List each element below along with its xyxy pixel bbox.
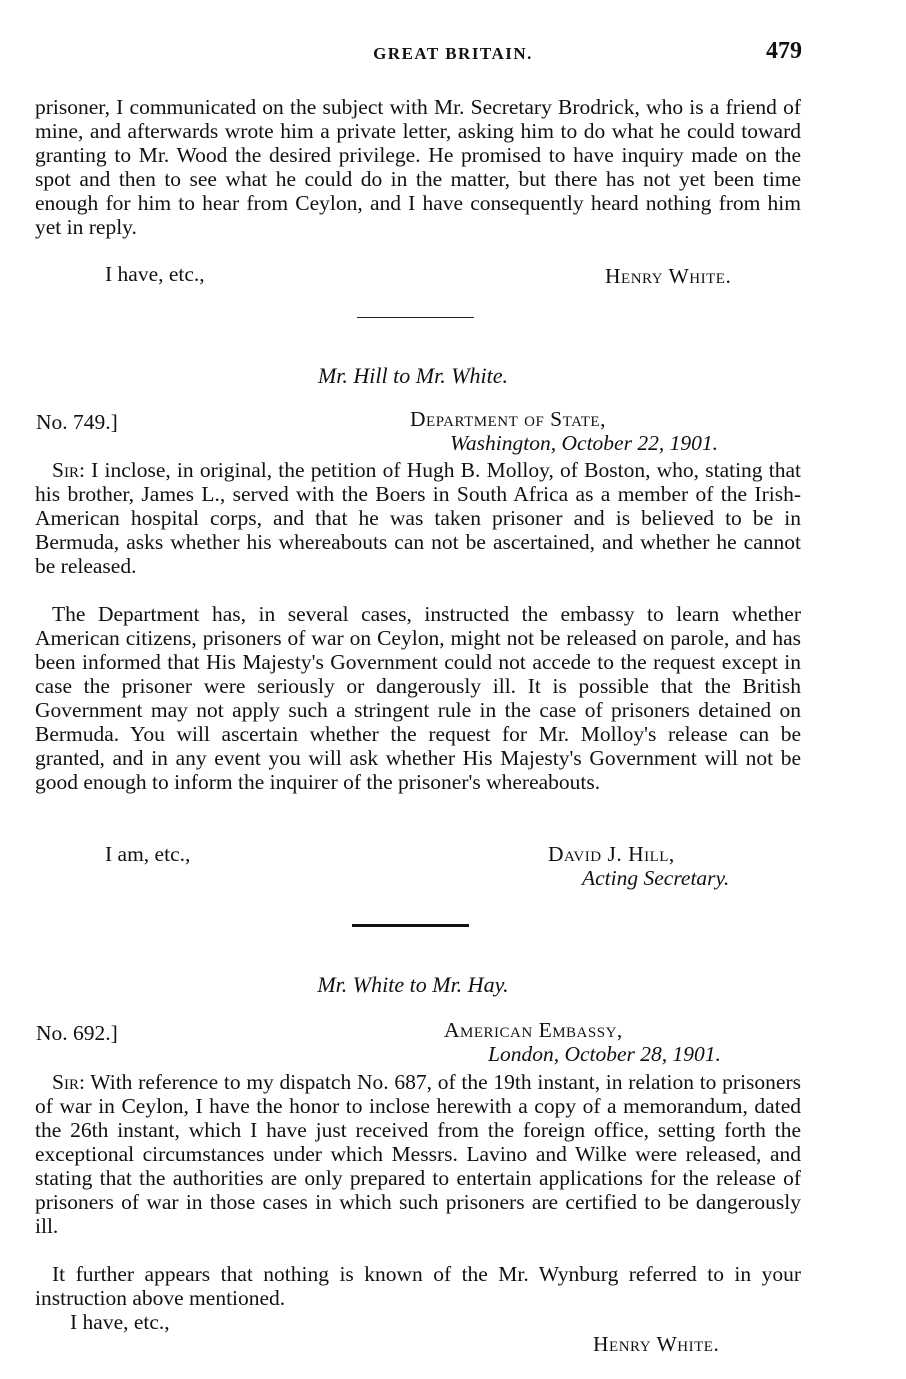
letter2-number: No. 749.]: [36, 410, 118, 434]
section-divider-2: [352, 924, 469, 927]
letter3-place-date: London, October 28, 1901.: [488, 1042, 721, 1066]
letter2-salutation: Sir:: [52, 458, 85, 482]
running-header-title: GREAT BRITAIN.: [373, 44, 533, 63]
letter1-closing: I have, etc.,: [105, 262, 205, 286]
letter3-salutation: Sir:: [52, 1070, 85, 1094]
letter3-number: No. 692.]: [36, 1021, 118, 1045]
letter3-heading: Mr. White to Mr. Hay.: [317, 972, 509, 997]
letter3-paragraph2: It further appears that nothing is known of the Mr. Wynburg referred to in your instruction above mentioned.: [35, 1262, 801, 1310]
letter2-closing: I am, etc.,: [105, 842, 191, 866]
letter2-signature-title: Acting Secretary.: [582, 866, 730, 890]
letter2-heading: Mr. Hill to Mr. White.: [317, 363, 509, 388]
letter2-paragraph1-text: I inclose, in original, the petition of Hugh B. Molloy, of Boston, who, stating that his brother, James L., served with the Boers in South Africa as a member of the Irish-American hospital corps, and that he was taken prisoner and is believed to be in Bermuda, asks whether his whereabouts can not be ascertained, and whether he cannot be released.: [35, 458, 801, 578]
section-divider: [357, 317, 474, 318]
letter2-paragraph2: The Department has, in several cases, instructed the embassy to learn whether American citizens, prisoners of war on Ceylon, might not be released on parole, and has been informed that His Majesty's Government could not accede to the request except in case the prisoner were seriously or dangerously ill. It is possible that the British Government may not apply such a stringent rule in the case of prisoners detained on Bermuda. You will ascertain whether the request for Mr. Molloy's release can be granted, and in any event you will ask whether His Majesty's Government will not be good enough to inform the inquirer of the prisoner's whereabouts.: [35, 602, 801, 794]
letter2-signature: David J. Hill,: [548, 842, 675, 866]
page-number: 479: [766, 38, 802, 64]
letter1-paragraph: prisoner, I communicated on the subject with Mr. Secretary Brodrick, who is a friend of mine, and afterwards wrote him a private letter, asking him to do what he could toward granting to Mr. Wood the desired privilege. He promised to have inquiry made on the spot and then to see what he could do in the matter, but there has not yet been time enough for him to hear from Ceylon, and I have consequently heard nothing from him yet in reply.: [35, 95, 801, 239]
letter3-closing: I have, etc.,: [70, 1310, 170, 1334]
letter2-office: Department of State,: [410, 407, 606, 431]
letter2-paragraph1: [35, 458, 801, 578]
letter3-paragraph1-text: With reference to my dispatch No. 687, of the 19th instant, in relation to prisoners of war in Ceylon, I have the honor to inclose herewith a copy of a memorandum, dated the 26th instant, which I have just received from the foreign office, setting forth the exceptional circumstances under which Messrs. Lavino and Wilke were released, and stating that the authorities are only prepared to entertain applications for the release of prisoners of war in those cases in which such prisoners are certified to be dangerously ill.: [35, 1070, 801, 1238]
letter3-paragraph1: [35, 1070, 801, 1238]
letter3-office: American Embassy,: [444, 1018, 623, 1042]
letter1-signature: Henry White.: [605, 264, 732, 288]
letter2-place-date: Washington, October 22, 1901.: [450, 431, 718, 455]
letter3-signature: Henry White.: [593, 1332, 720, 1356]
